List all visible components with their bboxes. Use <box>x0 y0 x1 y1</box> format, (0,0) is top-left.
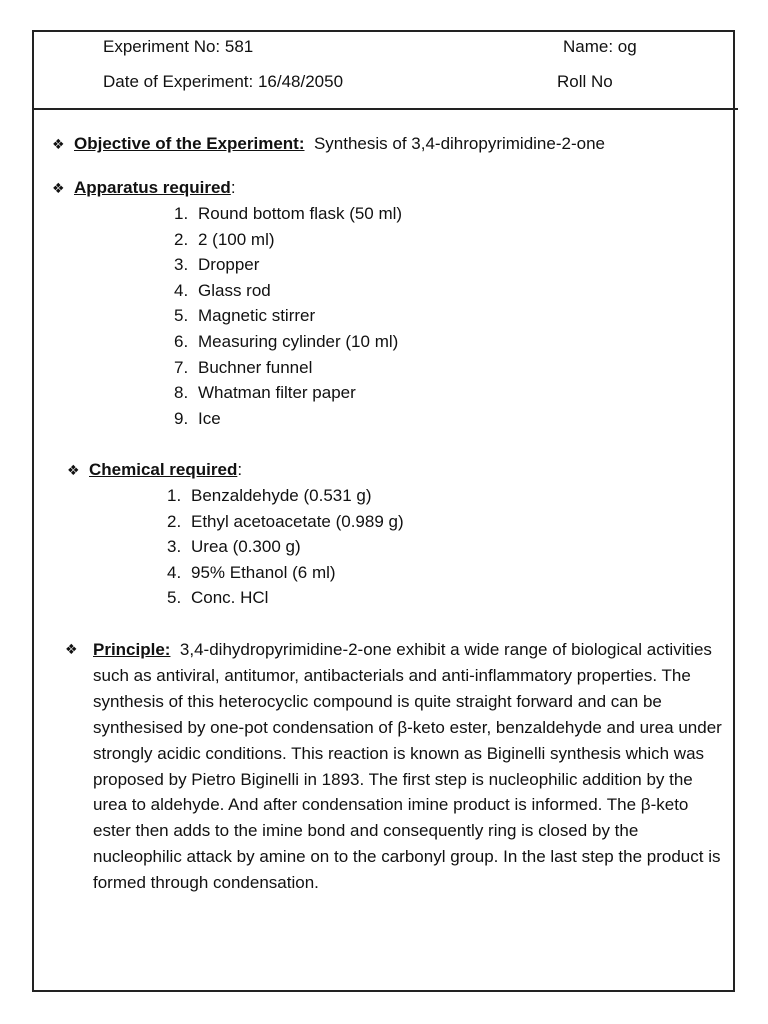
list-item: 5. Conc. HCl <box>167 588 269 608</box>
chemicals-list <box>167 483 404 611</box>
roll-number: Roll No <box>557 72 613 91</box>
chemicals-colon: : <box>237 460 243 479</box>
header-divider <box>32 108 738 110</box>
apparatus-colon: : <box>230 178 236 197</box>
list-item: 6. Measuring cylinder (10 ml) <box>174 331 399 351</box>
diamond-bullet-icon: ❖ <box>67 462 80 478</box>
list-item: 1. Benzaldehyde (0.531 g) <box>167 486 372 505</box>
list-item: 9. Ice <box>174 408 221 428</box>
principle-text: 3,4-dihydropyrimidine-2-one exhibit a wide range of biological activities such as antiviral, antitumor, antibacterials and anti-inflammatory properties. The synthesis of this heterocyclic compound is quite straight forward and can be synthesised by one-pot condensation of β-keto ester, benzaldehyde and urea under strongly acidic conditions. This reaction is known as Biginelli synthesis which was proposed by Pietro Biginelli in 1893. The first step is nucleophilic addition by the urea to aldehyde. And after condensation imine product is informed. The β-keto ester then adds to the imine bond and consequently ring is closed by the nucleophilic attack by amine on to the carbonyl group. In the last step the product is formed through condensation. <box>93 640 722 893</box>
chemicals-heading: Chemical required <box>89 460 238 479</box>
objective-text: Synthesis of 3,4-dihropyrimidine-2-one <box>313 134 605 153</box>
student-name: Name: og <box>563 37 637 56</box>
apparatus-section <box>52 177 236 199</box>
apparatus-list <box>174 201 402 431</box>
principle-section <box>65 637 723 896</box>
list-item: 4. Glass rod <box>174 280 271 300</box>
objective-heading: Objective of the Experiment: <box>74 134 305 153</box>
chemicals-section <box>67 459 242 481</box>
list-item: 3. Urea (0.300 g) <box>167 537 301 557</box>
objective-section <box>52 133 605 155</box>
list-item: 2. Ethyl acetoacetate (0.989 g) <box>167 511 404 531</box>
list-item: 3. Dropper <box>174 255 260 275</box>
experiment-number: Experiment No: 581 <box>103 37 254 56</box>
diamond-bullet-icon: ❖ <box>52 136 65 152</box>
list-item: 4. 95% Ethanol (6 ml) <box>167 562 336 582</box>
principle-heading: Principle: <box>93 640 171 659</box>
experiment-date: Date of Experiment: 16/48/2050 <box>103 72 344 91</box>
list-item: 8. Whatman filter paper <box>174 383 356 403</box>
diamond-bullet-icon: ❖ <box>52 180 65 196</box>
list-item: 2. 2 (100 ml) <box>174 229 275 249</box>
list-item: 1. Round bottom flask (50 ml) <box>174 204 403 223</box>
list-item: 5. Magnetic stirrer <box>174 306 316 326</box>
apparatus-heading: Apparatus required <box>74 178 231 197</box>
diamond-bullet-icon: ❖ <box>65 641 78 657</box>
list-item: 7. Buchner funnel <box>174 357 313 377</box>
